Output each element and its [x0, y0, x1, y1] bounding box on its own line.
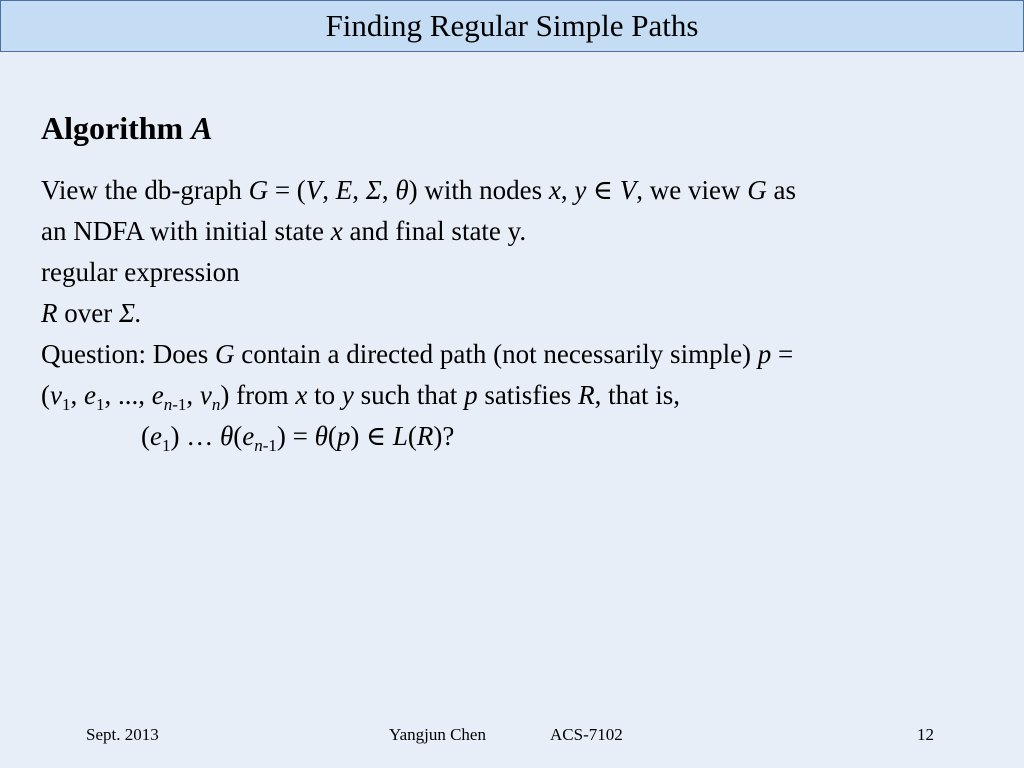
body-line-3: regular expression	[41, 257, 240, 287]
body-line-2: an NDFA with initial state x and final state y.	[41, 216, 527, 246]
body-line-4: R over Σ.	[41, 298, 142, 328]
footer-page-number: 12	[917, 725, 934, 744]
body-line-5: Question: Does G contain a directed path (not necessarily simple) p =	[41, 339, 794, 369]
body-line-1: View the db-graph G = (V, E, Σ, θ) with nodes x, y ∈ V, we view G as	[41, 175, 797, 205]
footer-course: ACS-7102	[550, 725, 623, 744]
slide-title-bar	[0, 0, 1024, 52]
slide-title: Finding Regular Simple Paths	[325, 8, 699, 43]
slide-content	[41, 106, 1001, 457]
footer-author: Yangjun Chen	[389, 725, 486, 744]
slide-heading: Algorithm A	[41, 110, 213, 146]
formula-line: $(e_1)$ … $\theta(e_{n-1}) = \theta(p)$ ∈ L(R)?	[141, 421, 455, 455]
footer-date: Sept. 2013	[86, 725, 159, 744]
body-line-6: ($v_1$, $e_1$, ..., $e_{n-1}$, $v_n$) from x to y such that p satisfies R, that is,	[41, 380, 681, 414]
